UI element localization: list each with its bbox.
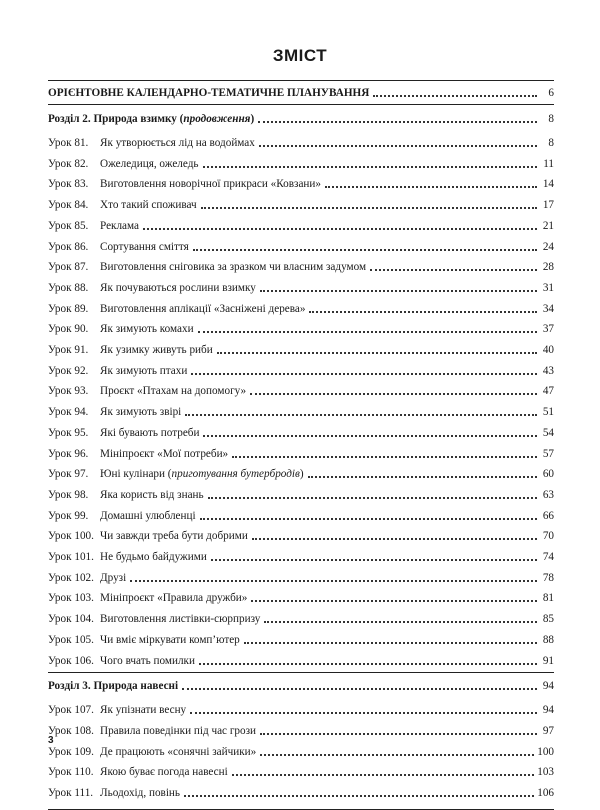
lesson-page: 14 [542, 178, 554, 191]
dot-leader [309, 311, 537, 313]
lesson-number: Урок 90. [48, 323, 89, 336]
dot-leader [143, 228, 537, 230]
lesson-number: Урок 91. [48, 344, 89, 356]
toc-entry-lesson[interactable] [48, 401, 554, 419]
lesson-title-text: Як узимку живуть риби [100, 344, 213, 356]
lesson-number: Урок 86. [48, 240, 89, 253]
section-title: Розділ 3. Природа навесні [48, 680, 179, 693]
lesson-title [100, 198, 197, 212]
toc-entry-lesson[interactable] [48, 380, 554, 398]
lesson-page: 63 [542, 488, 554, 501]
section-title-italic: продовження [183, 113, 251, 125]
lesson-title [100, 240, 189, 254]
lesson-number: Урок 107. [48, 704, 94, 717]
dot-leader [232, 774, 534, 776]
lesson-title-text: Чого вчать помилки [100, 654, 195, 667]
lesson-page: 103 [537, 766, 554, 779]
lesson-page: 88 [542, 633, 554, 646]
lesson-title-text: Як утворюється лід на водоймах [100, 137, 255, 149]
dot-leader [203, 166, 538, 168]
lesson-number: Урок 103. [48, 592, 94, 605]
lesson-title-text: Чи завжди треба бути добрими [100, 530, 248, 543]
lesson-title [100, 302, 305, 316]
lesson-number: Урок 100. [48, 530, 94, 543]
lesson-title [100, 765, 228, 779]
lesson-number: Урок 102. [48, 571, 94, 584]
lesson-title-text: Виготовлення аплікації «Засніжені дерева» [100, 302, 306, 315]
toc-entry-lesson[interactable] [48, 443, 554, 461]
dot-leader [203, 435, 537, 437]
lesson-number: Урок 92. [48, 364, 89, 377]
toc-entry-lesson[interactable] [48, 153, 554, 171]
lesson-page: 37 [542, 323, 554, 336]
dot-leader [258, 121, 537, 123]
lesson-title-text: Не будьмо байдужими [100, 551, 207, 563]
lesson-page: 17 [542, 199, 554, 212]
lesson-title [100, 786, 180, 800]
toc-entry-lesson[interactable] [48, 194, 554, 212]
lesson-page: 8 [548, 137, 554, 149]
toc-entry-lesson[interactable] [48, 256, 554, 274]
lesson-title-text: Чи вміє міркувати комп’ютер [100, 633, 240, 646]
toc-entry-lesson[interactable] [48, 360, 554, 378]
lesson-title [100, 724, 256, 738]
lesson-title-text: Друзі [100, 571, 127, 584]
lesson-title-text: Виготовлення листівки-сюрпризу [100, 613, 261, 626]
toc-entry-lesson[interactable] [48, 650, 554, 668]
toc-entry-lesson[interactable] [48, 318, 554, 336]
lesson-title [100, 136, 255, 150]
lesson-title-text: Домашні улюбленці [100, 509, 196, 522]
dot-leader [208, 497, 537, 499]
lesson-title [100, 591, 247, 605]
lesson-number: Урок 99. [48, 509, 89, 522]
page-title: ЗМІСТ [272, 46, 328, 65]
dot-leader [232, 456, 537, 458]
lesson-title [100, 260, 366, 274]
lesson-page: 106 [537, 787, 554, 799]
lesson-title-text: Правила поведінки під час грози [100, 724, 256, 737]
lesson-number: Урок 94. [48, 406, 89, 419]
entry-page: 6 [548, 87, 554, 99]
lesson-title [100, 571, 126, 585]
lesson-title-text: Сортування сміття [100, 240, 189, 253]
toc-entry-lesson[interactable] [48, 525, 554, 543]
lesson-page: 40 [542, 344, 554, 356]
toc-entry-lesson[interactable] [48, 629, 554, 647]
dot-leader [250, 393, 537, 395]
entry-title: ОРІЄНТОВНЕ КАЛЕНДАРНО-ТЕМАТИЧНЕ ПЛАНУВАННЯ [48, 87, 370, 99]
section-title-text: Розділ 2. Природа взимку ( [48, 113, 184, 125]
lesson-number: Урок 97. [48, 468, 89, 481]
dot-leader [200, 518, 537, 520]
dot-leader [193, 249, 537, 251]
dot-leader [251, 600, 537, 602]
lesson-page: 34 [542, 302, 554, 315]
dot-leader [252, 538, 537, 540]
toc-entry-lesson[interactable] [48, 699, 554, 717]
toc-entry-lesson[interactable] [48, 741, 554, 759]
toc-entry-lesson[interactable] [48, 782, 554, 800]
lesson-page: 74 [542, 551, 554, 563]
lesson-title-text: Яка користь від знань [100, 488, 204, 501]
lesson-title [100, 745, 256, 759]
entry-page: 94 [542, 680, 554, 693]
lesson-title [100, 177, 321, 191]
dot-leader [373, 95, 537, 97]
lesson-title [100, 654, 195, 668]
toc-entry-section-3[interactable] [48, 675, 554, 693]
lesson-number: Урок 81. [48, 137, 89, 149]
lesson-title [100, 612, 260, 626]
toc-entry-lesson[interactable] [48, 298, 554, 316]
dot-leader [217, 352, 537, 354]
lesson-title [100, 426, 199, 440]
lesson-title-text: Льодохід, повінь [100, 787, 181, 799]
lesson-title [100, 322, 194, 336]
section-title [48, 112, 254, 126]
lesson-title-text: Юні кулінари ( [100, 468, 172, 481]
lesson-title-text: Які бувають потреби [100, 426, 200, 439]
lesson-title-text: Мініпроєкт «Правила дружби» [100, 592, 248, 605]
dot-leader [190, 712, 537, 714]
lesson-title [100, 219, 139, 233]
lesson-page: 85 [542, 613, 554, 626]
toc-entry-lesson[interactable] [48, 277, 554, 295]
lesson-page: 11 [543, 157, 554, 170]
toc-entry-lesson[interactable] [48, 505, 554, 523]
lesson-title-text: Ожеледиця, ожеледь [100, 157, 199, 170]
lesson-title [100, 343, 213, 357]
lesson-page: 31 [542, 281, 554, 294]
toc-entry-lesson[interactable] [48, 720, 554, 738]
lesson-number: Урок 95. [48, 426, 89, 439]
lesson-page: 100 [537, 745, 554, 758]
lesson-title [100, 384, 246, 398]
lesson-title-end: ) [299, 468, 304, 481]
lesson-title [100, 529, 248, 543]
lesson-title [100, 364, 187, 378]
dot-leader [325, 186, 537, 188]
entry-page: 8 [548, 113, 554, 125]
dot-leader [244, 642, 537, 644]
dot-leader [191, 373, 537, 375]
lesson-number: Урок 83. [48, 178, 89, 191]
lesson-title-text: Як зимують комахи [100, 323, 194, 336]
dot-leader [259, 145, 537, 147]
dot-leader [370, 269, 537, 271]
lesson-page: 60 [542, 468, 554, 481]
lesson-page: 91 [542, 654, 554, 667]
dot-leader [130, 580, 537, 582]
lesson-number: Урок 108. [48, 724, 94, 737]
lesson-number: Урок 93. [48, 385, 89, 398]
dot-leader [211, 559, 537, 561]
footer-page-number: 3 [48, 735, 54, 746]
lesson-title-text: Як упізнати весну [100, 704, 187, 717]
lesson-page: 66 [542, 509, 554, 522]
lesson-number: Урок 84. [48, 199, 89, 212]
toc-entry-lesson[interactable] [48, 484, 554, 502]
lesson-title-text: Виготовлення новорічної прикраси «Ковзани» [100, 178, 321, 191]
lesson-number: Урок 89. [48, 302, 89, 315]
dot-leader [198, 331, 537, 333]
lesson-title-italic: приготування бутербродів [171, 468, 300, 481]
lesson-number: Урок 101. [48, 551, 94, 563]
lesson-title-text: Хто такий споживач [100, 199, 197, 212]
lesson-page: 24 [542, 240, 554, 253]
dot-leader [264, 621, 537, 623]
lesson-page: 51 [542, 406, 554, 419]
dot-leader [185, 414, 537, 416]
lesson-title [100, 509, 196, 523]
lesson-title-text: Проєкт «Птахам на допомогу» [100, 385, 247, 398]
lesson-number: Урок 88. [48, 281, 89, 294]
toc-entry-lesson[interactable] [48, 587, 554, 605]
lesson-title [100, 633, 240, 647]
toc-entry-intro[interactable] [48, 82, 554, 100]
toc-entry-lesson[interactable] [48, 236, 554, 254]
lesson-page: 28 [542, 261, 554, 274]
dot-leader [260, 754, 534, 756]
lesson-title-text: Мініпроєкт «Мої потреби» [100, 447, 229, 460]
lesson-title-text: Якою буває погода навесні [100, 766, 228, 779]
lesson-number: Урок 82. [48, 157, 89, 170]
toc-entry-lesson[interactable] [48, 546, 554, 564]
dot-leader [182, 688, 537, 690]
toc-entry-lesson[interactable] [48, 608, 554, 626]
lesson-title-text: Як зимують звірі [100, 406, 182, 419]
dot-leader [260, 290, 537, 292]
toc-entry-lesson[interactable] [48, 422, 554, 440]
lesson-number: Урок 85. [48, 219, 89, 232]
dot-leader [308, 476, 537, 478]
lesson-page: 43 [542, 364, 554, 377]
lesson-page: 97 [542, 724, 554, 737]
toc-entry-lesson[interactable] [48, 173, 554, 191]
lesson-number: Урок 87. [48, 261, 89, 274]
lesson-page: 47 [542, 385, 554, 398]
lesson-number: Урок 110. [48, 766, 94, 779]
intro-rule [48, 104, 554, 105]
lesson-title [100, 447, 228, 461]
lesson-title [100, 703, 186, 717]
lesson-page: 54 [542, 426, 554, 439]
dot-leader [260, 733, 537, 735]
toc-entry-lesson[interactable] [48, 761, 554, 779]
lesson-title-text: Як почуваються рослини взимку [100, 281, 256, 294]
lesson-page: 94 [542, 704, 554, 717]
dot-leader [199, 663, 537, 665]
toc-entry-section-2[interactable] [48, 108, 554, 126]
lesson-number: Урок 98. [48, 488, 89, 501]
toc-entry-lesson[interactable] [48, 463, 554, 481]
lesson-page: 21 [542, 219, 554, 232]
lesson-title [100, 467, 304, 481]
lesson-title [100, 281, 256, 295]
lesson-number: Урок 106. [48, 654, 94, 667]
dot-leader [201, 207, 537, 209]
toc-entry-lesson[interactable] [48, 132, 554, 150]
lesson-title [100, 488, 204, 502]
dot-leader [184, 795, 534, 797]
lesson-number: Урок 109. [48, 745, 94, 758]
lesson-page: 70 [542, 530, 554, 543]
lesson-page: 78 [542, 571, 554, 584]
lesson-title [100, 550, 207, 564]
lesson-title-text: Де працюють «сонячні зайчики» [100, 745, 257, 758]
lesson-number: Урок 111. [48, 787, 94, 799]
section-2-rule [48, 672, 554, 673]
lesson-page: 57 [542, 447, 554, 460]
toc-entry-lesson[interactable] [48, 215, 554, 233]
section-title-end: ) [250, 113, 255, 125]
toc-entry-lesson[interactable] [48, 567, 554, 585]
lesson-title-text: Як зимують птахи [100, 364, 188, 377]
top-rule [48, 80, 554, 81]
lesson-title [100, 157, 199, 171]
lesson-number: Урок 105. [48, 633, 94, 646]
lesson-page: 81 [542, 592, 554, 605]
lesson-title-text: Виготовлення сніговика за зразком чи власним задумом [100, 261, 367, 274]
lesson-number: Урок 96. [48, 447, 89, 460]
toc-entry-lesson[interactable] [48, 339, 554, 357]
lesson-title-text: Реклама [100, 219, 139, 232]
lesson-number: Урок 104. [48, 613, 94, 626]
lesson-title [100, 405, 181, 419]
